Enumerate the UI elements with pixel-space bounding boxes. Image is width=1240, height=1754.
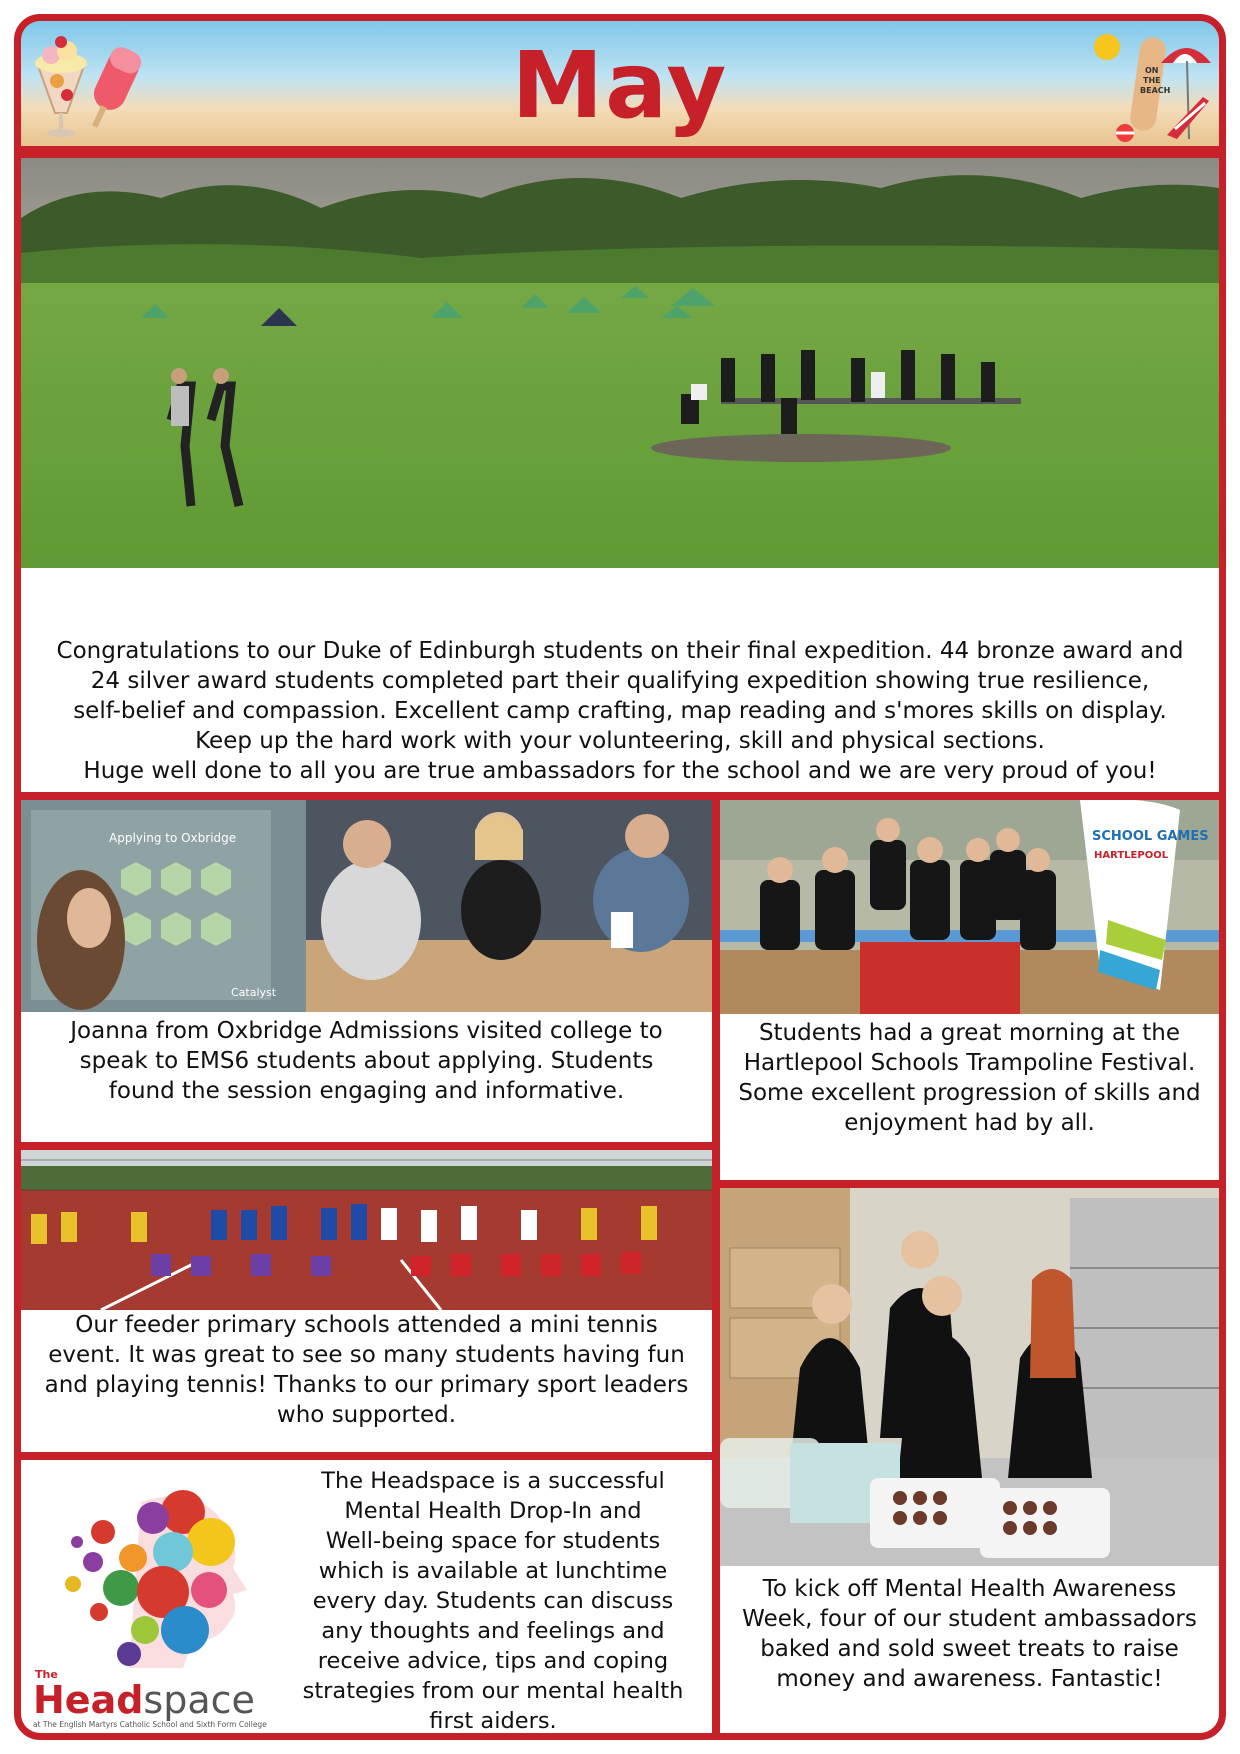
banner-school-games: SCHOOL GAMES xyxy=(1092,829,1209,844)
dofe-expedition-photo xyxy=(21,158,1219,568)
caption-line: Congratulations to our Duke of Edinburgh students on their final expedition. 44 bronze award and xyxy=(56,638,1184,664)
trampoline-festival-photo xyxy=(720,800,1219,1014)
headspace-panel xyxy=(21,1460,712,1733)
svg-text:BEACH: BEACH xyxy=(1140,86,1171,95)
beach-umbrella-icon xyxy=(1085,27,1213,147)
text-line: Well-being space for students xyxy=(325,1528,661,1554)
tennis-caption xyxy=(21,1310,712,1430)
caption-line: found the session engaging and informative. xyxy=(108,1078,625,1104)
text-line: The Headspace is a successful xyxy=(321,1468,665,1494)
mini-tennis-photo xyxy=(21,1150,712,1310)
text-line: strategies from our mental health xyxy=(302,1678,684,1704)
caption-line: and playing tennis! Thanks to our primary sport leaders xyxy=(44,1372,689,1398)
slide-title: Applying to Oxbridge xyxy=(109,831,237,845)
newsletter-frame xyxy=(14,14,1226,1740)
text-line: any thoughts and feelings and xyxy=(321,1618,665,1644)
logo-wordmark xyxy=(33,1680,273,1720)
caption-line: enjoyment had by all. xyxy=(844,1110,1095,1136)
svg-text:THE: THE xyxy=(1143,76,1161,85)
headspace-logo xyxy=(33,1472,273,1729)
caption-line: money and awareness. Fantastic! xyxy=(776,1666,1163,1692)
caption-line: Keep up the hard work with your volunteering, skill and physical sections. xyxy=(195,728,1045,754)
caption-line: speak to EMS6 students about applying. Students xyxy=(79,1048,654,1074)
caption-line: Joanna from Oxbridge Admissions visited college to xyxy=(70,1018,663,1044)
caption-line: 24 silver award students completed part their qualifying expedition showing true resilience, xyxy=(90,668,1150,694)
cake-sale-caption xyxy=(720,1574,1219,1694)
oxbridge-session-photo xyxy=(21,800,712,1012)
logo-space-text: space xyxy=(143,1678,255,1722)
bake-sale-photo xyxy=(720,1188,1219,1566)
headspace-head-graphic xyxy=(33,1472,273,1668)
caption-line: Week, four of our student ambassadors xyxy=(742,1606,1197,1632)
text-line: Mental Health Drop-In and xyxy=(344,1498,642,1524)
slide-brand: Catalyst xyxy=(231,986,277,999)
logo-the-text: The xyxy=(35,1668,58,1681)
trampoline-panel xyxy=(720,800,1219,1180)
text-line: which is available at lunchtime xyxy=(318,1558,668,1584)
banner-hartlepool: HARTLEPOOL xyxy=(1094,850,1169,861)
caption-line: who supported. xyxy=(276,1402,457,1428)
oxbridge-caption xyxy=(21,1016,712,1106)
dofe-panel xyxy=(21,158,1219,792)
text-line: receive advice, tips and coping xyxy=(317,1648,669,1674)
caption-line: Some excellent progression of skills and xyxy=(738,1080,1201,1106)
caption-line: self-belief and compassion. Excellent camp crafting, map reading and s'mores skills on display. xyxy=(73,698,1167,724)
text-line: first aiders. xyxy=(429,1708,557,1733)
caption-line: Our feeder primary schools attended a mini tennis xyxy=(75,1312,658,1338)
page-header xyxy=(21,21,1219,152)
svg-text:ON: ON xyxy=(1145,66,1159,75)
logo-subtitle: at The English Martyrs Catholic School and Sixth Form College xyxy=(33,1720,267,1729)
text-line: every day. Students can discuss xyxy=(312,1588,674,1614)
caption-line: Hartlepool Schools Trampoline Festival. xyxy=(743,1050,1196,1076)
caption-line: Students had a great morning at the xyxy=(758,1020,1181,1046)
caption-line: To kick off Mental Health Awareness xyxy=(762,1576,1177,1602)
caption-line: event. It was great to see so many students having fun xyxy=(48,1342,685,1368)
logo-head-text: Head xyxy=(33,1678,144,1722)
headspace-description xyxy=(283,1466,703,1733)
tennis-panel xyxy=(21,1150,712,1452)
oxbridge-panel xyxy=(21,800,712,1142)
dofe-caption xyxy=(21,636,1219,786)
cake-sale-panel xyxy=(720,1188,1219,1733)
caption-line: baked and sold sweet treats to raise xyxy=(760,1636,1179,1662)
trampoline-caption xyxy=(720,1018,1219,1138)
page-title: May xyxy=(511,32,729,139)
caption-line: Huge well done to all you are true ambassadors for the school and we are very proud of you! xyxy=(83,758,1157,784)
